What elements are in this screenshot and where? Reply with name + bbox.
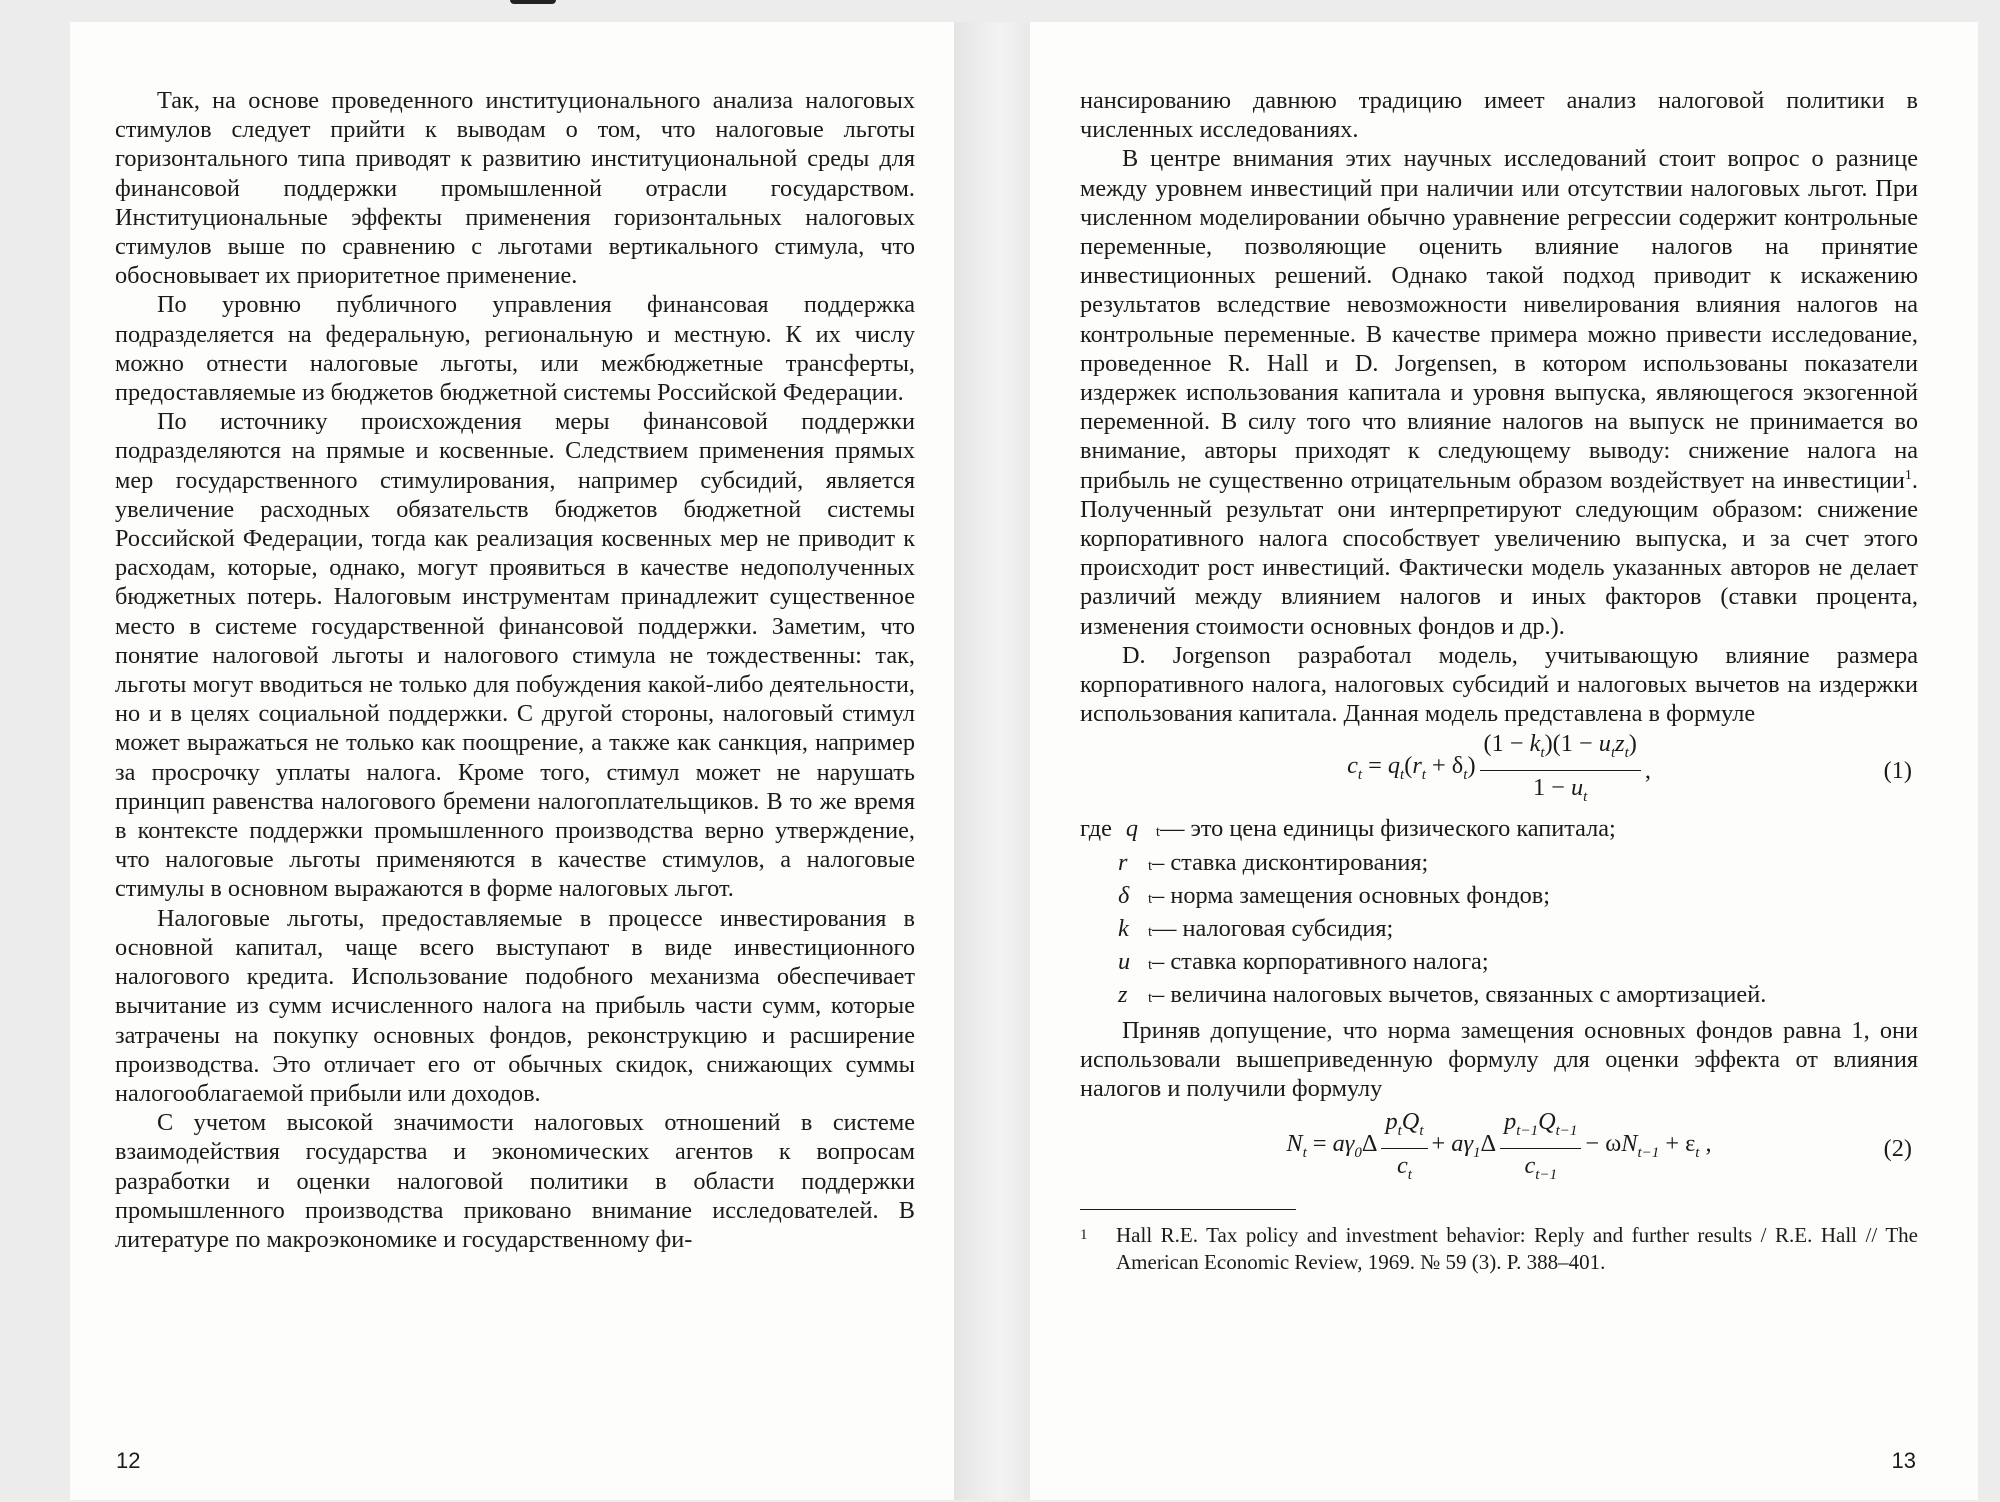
book-gutter <box>954 22 1030 1500</box>
variable-legend <box>1080 814 1918 1013</box>
paragraph: По источнику происхождения меры финансовой поддержки подразделяются на прямые и косвенные. Следствием применения прямых мер государственного стимулирования, например субсидий, является увеличение расходных обязательств бюджетов бюджетной системы Российской Федерации, тогда как реализация косвенных мер не приводит к расходам, которые, однако, могут проявиться в качестве недополученных бюджетных потерь. Налоговым инструментам принадлежит существенное место в системе государственной финансовой поддержки. Заметим, что понятие налоговой льготы и налогового стимула не тождественны: так, льготы могут вводиться не только для побуждения какой-либо деятельности, но и в целях социальной поддержки. С другой стороны, налоговый стимул может выражаться не только как поощрение, а также как санкция, например за просрочку уплаты налога. Кроме того, стимул может не нарушать принцип равенства налогового бремени налогоплательщиков. В то же время в контексте поддержки промышленного производства верно утверждение, что налоговые льготы применяются в качестве стимулов, а налоговые стимулы в основном выражаются в форме налоговых льгот. <box>115 408 915 903</box>
footnote-divider <box>1080 1209 1296 1210</box>
legend-row: δ t – норма замещения основных фондов; <box>1118 881 1551 909</box>
legend-row: u t – ставка корпоративного налога; <box>1118 948 1489 976</box>
left-text-column <box>115 86 915 1254</box>
formula-number: (1) <box>1883 756 1912 784</box>
footnote-text: Hall R.E. Tax policy and investment behavior: Reply and further results / R.E. Hall // The American Economic Review, 1969. № 59 (3). P. 388–401. <box>1116 1223 1918 1275</box>
paragraph: нансированию давнюю традицию имеет анализ налоговой политики в численных исследованиях. <box>1080 87 1918 144</box>
right-page <box>1030 22 1978 1500</box>
footnote-reference[interactable]: 1 <box>1904 467 1912 483</box>
page-number: 12 <box>116 1448 141 1473</box>
paragraph: Приняв допущение, что норма замещения основных фондов равна 1, они использовали вышеприведенную формулу для оценки эффекта от влияния налогов и получили формулу <box>1080 1016 1918 1103</box>
footnote <box>1080 1222 1918 1276</box>
bookmark-ribbon <box>510 0 556 4</box>
paragraph: Налоговые льготы, предоставляемые в процессе инвестирования в основной капитал, чаще всего выступают в виде инвестиционного налогового кредита. Использование подобного механизма обеспечивает вычитание из сумм исчисленного налога на прибыль части сумм, которые затрачены на покупку основных фондов, реконструкцию и расширение производства. Это отличает его от обычных скидок, снижающих суммы налогооблагаемой прибыли или доходов. <box>115 904 915 1107</box>
footnote-mark: 1 <box>1080 1227 1088 1244</box>
legend-row: k t — налоговая субсидия; <box>1118 915 1394 943</box>
paragraph: С учетом высокой значимости налоговых отношений в системе взаимодействия государства и экономических агентов к вопросам разработки и оценки налоговой политики в области поддержки промышленного производства приковано внимание исследователей. В литературе по макроэкономике и государственному фи- <box>115 1109 915 1253</box>
left-page <box>70 22 954 1500</box>
legend-row: где q t — это цена единицы физического капитала; <box>1080 815 1616 843</box>
paragraph: По уровню публичного управления финансовая поддержка подразделяется на федеральную, региональную и местную. К их числу можно отнести налоговые льготы, или межбюджетные трансферты, предоставляемые из бюджетов бюджетной системы Российской Федерации. <box>115 291 915 407</box>
formula-number: (2) <box>1883 1134 1912 1162</box>
legend-row: r t – ставка дисконтирования; <box>1118 848 1429 876</box>
formula-1: $c_t = q_t(r_t + \delta_t)$ $\frac{(1 - k_t)(1 - u_tz_t)}{1 - u_t}$ , (1) <box>1347 729 1912 805</box>
paragraph: В центре внимания этих научных исследований стоит вопрос о разнице между уровнем инвестиций при наличии или отсутствии налоговых льгот. При численном моделировании обычно уравнение регрессии содержит контрольные переменные, позволяющие оценить влияние налогов на принятие инвестиционных решений. Однако такой подход приводит к искажению результатов вследствие невозможности нивелирования влияния налогов на контрольные переменные. В качестве примера можно привести исследование, проведенное R. Hall и D. Jorgensen, в котором использованы показатели издержек использования капитала и уровня выпуска, являющегося экзогенной переменной. В силу того что влияние налогов на выпуск не принимается во внимание, авторы приходят к следующему выводу: снижение налога на прибыль не существенно отрицательным образом воздействует на инвестиции$^1$. Полученный результат они интерпретируют следующим образом: снижение корпоративного налога способствует увеличению выпуска, и за счет этого происходит рост инвестиций. Фактически модель указанных авторов не делает различий между влиянием налогов и иных факторов (ставки процента, изменения стоимости основных фондов и др.). <box>1080 145 1918 640</box>
page-number: 13 <box>1891 1448 1916 1473</box>
paragraph: D. Jorgenson разработал модель, учитывающую влияние размера корпоративного налога, налоговых субсидий и налоговых вычетов на издержки использования капитала. Данная модель представлена в формуле <box>1080 641 1918 728</box>
right-text-column <box>1080 86 1918 1276</box>
formula-2: $N_t = a\gamma_0\Delta$ $\frac{p_tQ_t}{c_t}$ + $a\gamma_1\Delta$ $\frac{p_{t-1}Q_{t-1}}{c_{t-1}}$ − $\omega N_{t-1} + \varepsilon_t$ , (2) <box>1286 1107 1912 1183</box>
legend-row: z t – величина налоговых вычетов, связанных с амортизацией. <box>1118 981 1767 1009</box>
paragraph: Так, на основе проведенного институционального анализа налоговых стимулов следует прийти к выводам о том, что налоговые льготы горизонтального типа приводят к развитию институциональной среды для финансовой поддержки промышленной отрасли государством. Институциональные эффекты применения горизонтальных налоговых стимулов выше по сравнению с льготами вертикального стимула, что обосновывает их приоритетное применение. <box>115 87 915 290</box>
